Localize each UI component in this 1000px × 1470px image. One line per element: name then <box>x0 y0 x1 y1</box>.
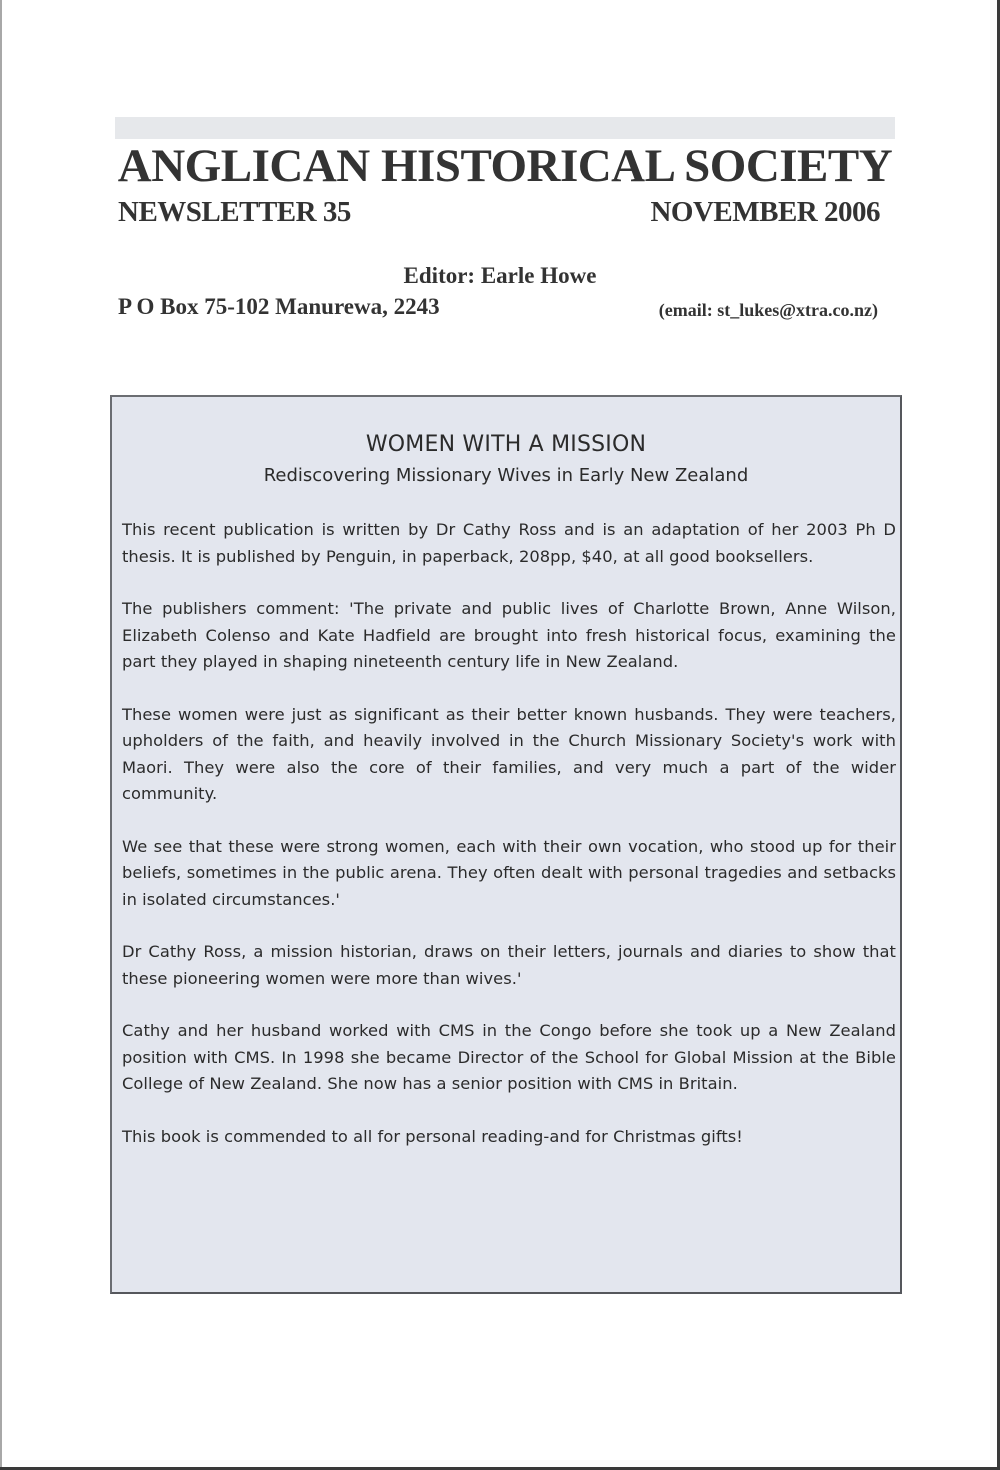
newsletter-date: NOVEMBER 2006 <box>650 196 880 228</box>
article-body <box>122 517 896 1176</box>
article-title: WOMEN WITH A MISSION <box>365 432 647 457</box>
email-address: (email: st_lukes@xtra.co.nz) <box>658 300 878 320</box>
feature-article-box <box>110 395 902 1294</box>
article-paragraph: These women were just as significant as their better known husbands. They were teachers, upholders of the faith, and heavily involved in the Church Missionary Society's work with Maori. They were also the core of their families, and very much a part of the wider community. <box>122 704 896 803</box>
article-paragraph: The publishers comment: 'The private and public lives of Charlotte Brown, Anne Wilson, Elizabeth Colenso and Kate Hadfield are brought into fresh historical focus, examining the part they played in shaping nineteenth century life in New Zealand. <box>122 599 896 671</box>
article-paragraph: Cathy and her husband worked with CMS in the Congo before she took up a New Zealand position with CMS. In 1998 she became Director of the School for Global Mission at the Bible College of New Zealand. She now has a senior position with CMS in Britain. <box>122 1021 896 1093</box>
article-paragraph: We see that these were strong women, each with their own vocation, who stood up for their beliefs, sometimes in the public arena. They often dealt with personal tragedies and setbacks in isolated circumstances.' <box>122 836 896 909</box>
masthead-title: ANGLICAN HISTORICAL SOCIETY <box>117 140 893 192</box>
article-paragraph: Dr Cathy Ross, a mission historian, draws on their letters, journals and diaries to show that these pioneering women were more than wives.' <box>122 942 896 988</box>
article-paragraph: This book is commended to all for personal reading-and for Christmas gifts! <box>122 1126 743 1146</box>
postal-address: P O Box 75-102 Manurewa, 2243 <box>118 294 440 319</box>
article-paragraph: This recent publication is written by Dr Cathy Ross and is an adaptation of her 2003 Ph D thesis. It is published by Penguin, in paperback, 208pp, $40, at all good booksellers. <box>122 520 896 566</box>
newsletter-issue: NEWSLETTER 35 <box>118 196 351 228</box>
page-edge-left <box>0 0 2 1470</box>
article-subtitle: Rediscovering Missionary Wives in Early New Zealand <box>263 465 749 486</box>
editor-line: Editor: Earle Howe <box>403 263 597 288</box>
masthead-decorative-bar <box>115 117 895 139</box>
